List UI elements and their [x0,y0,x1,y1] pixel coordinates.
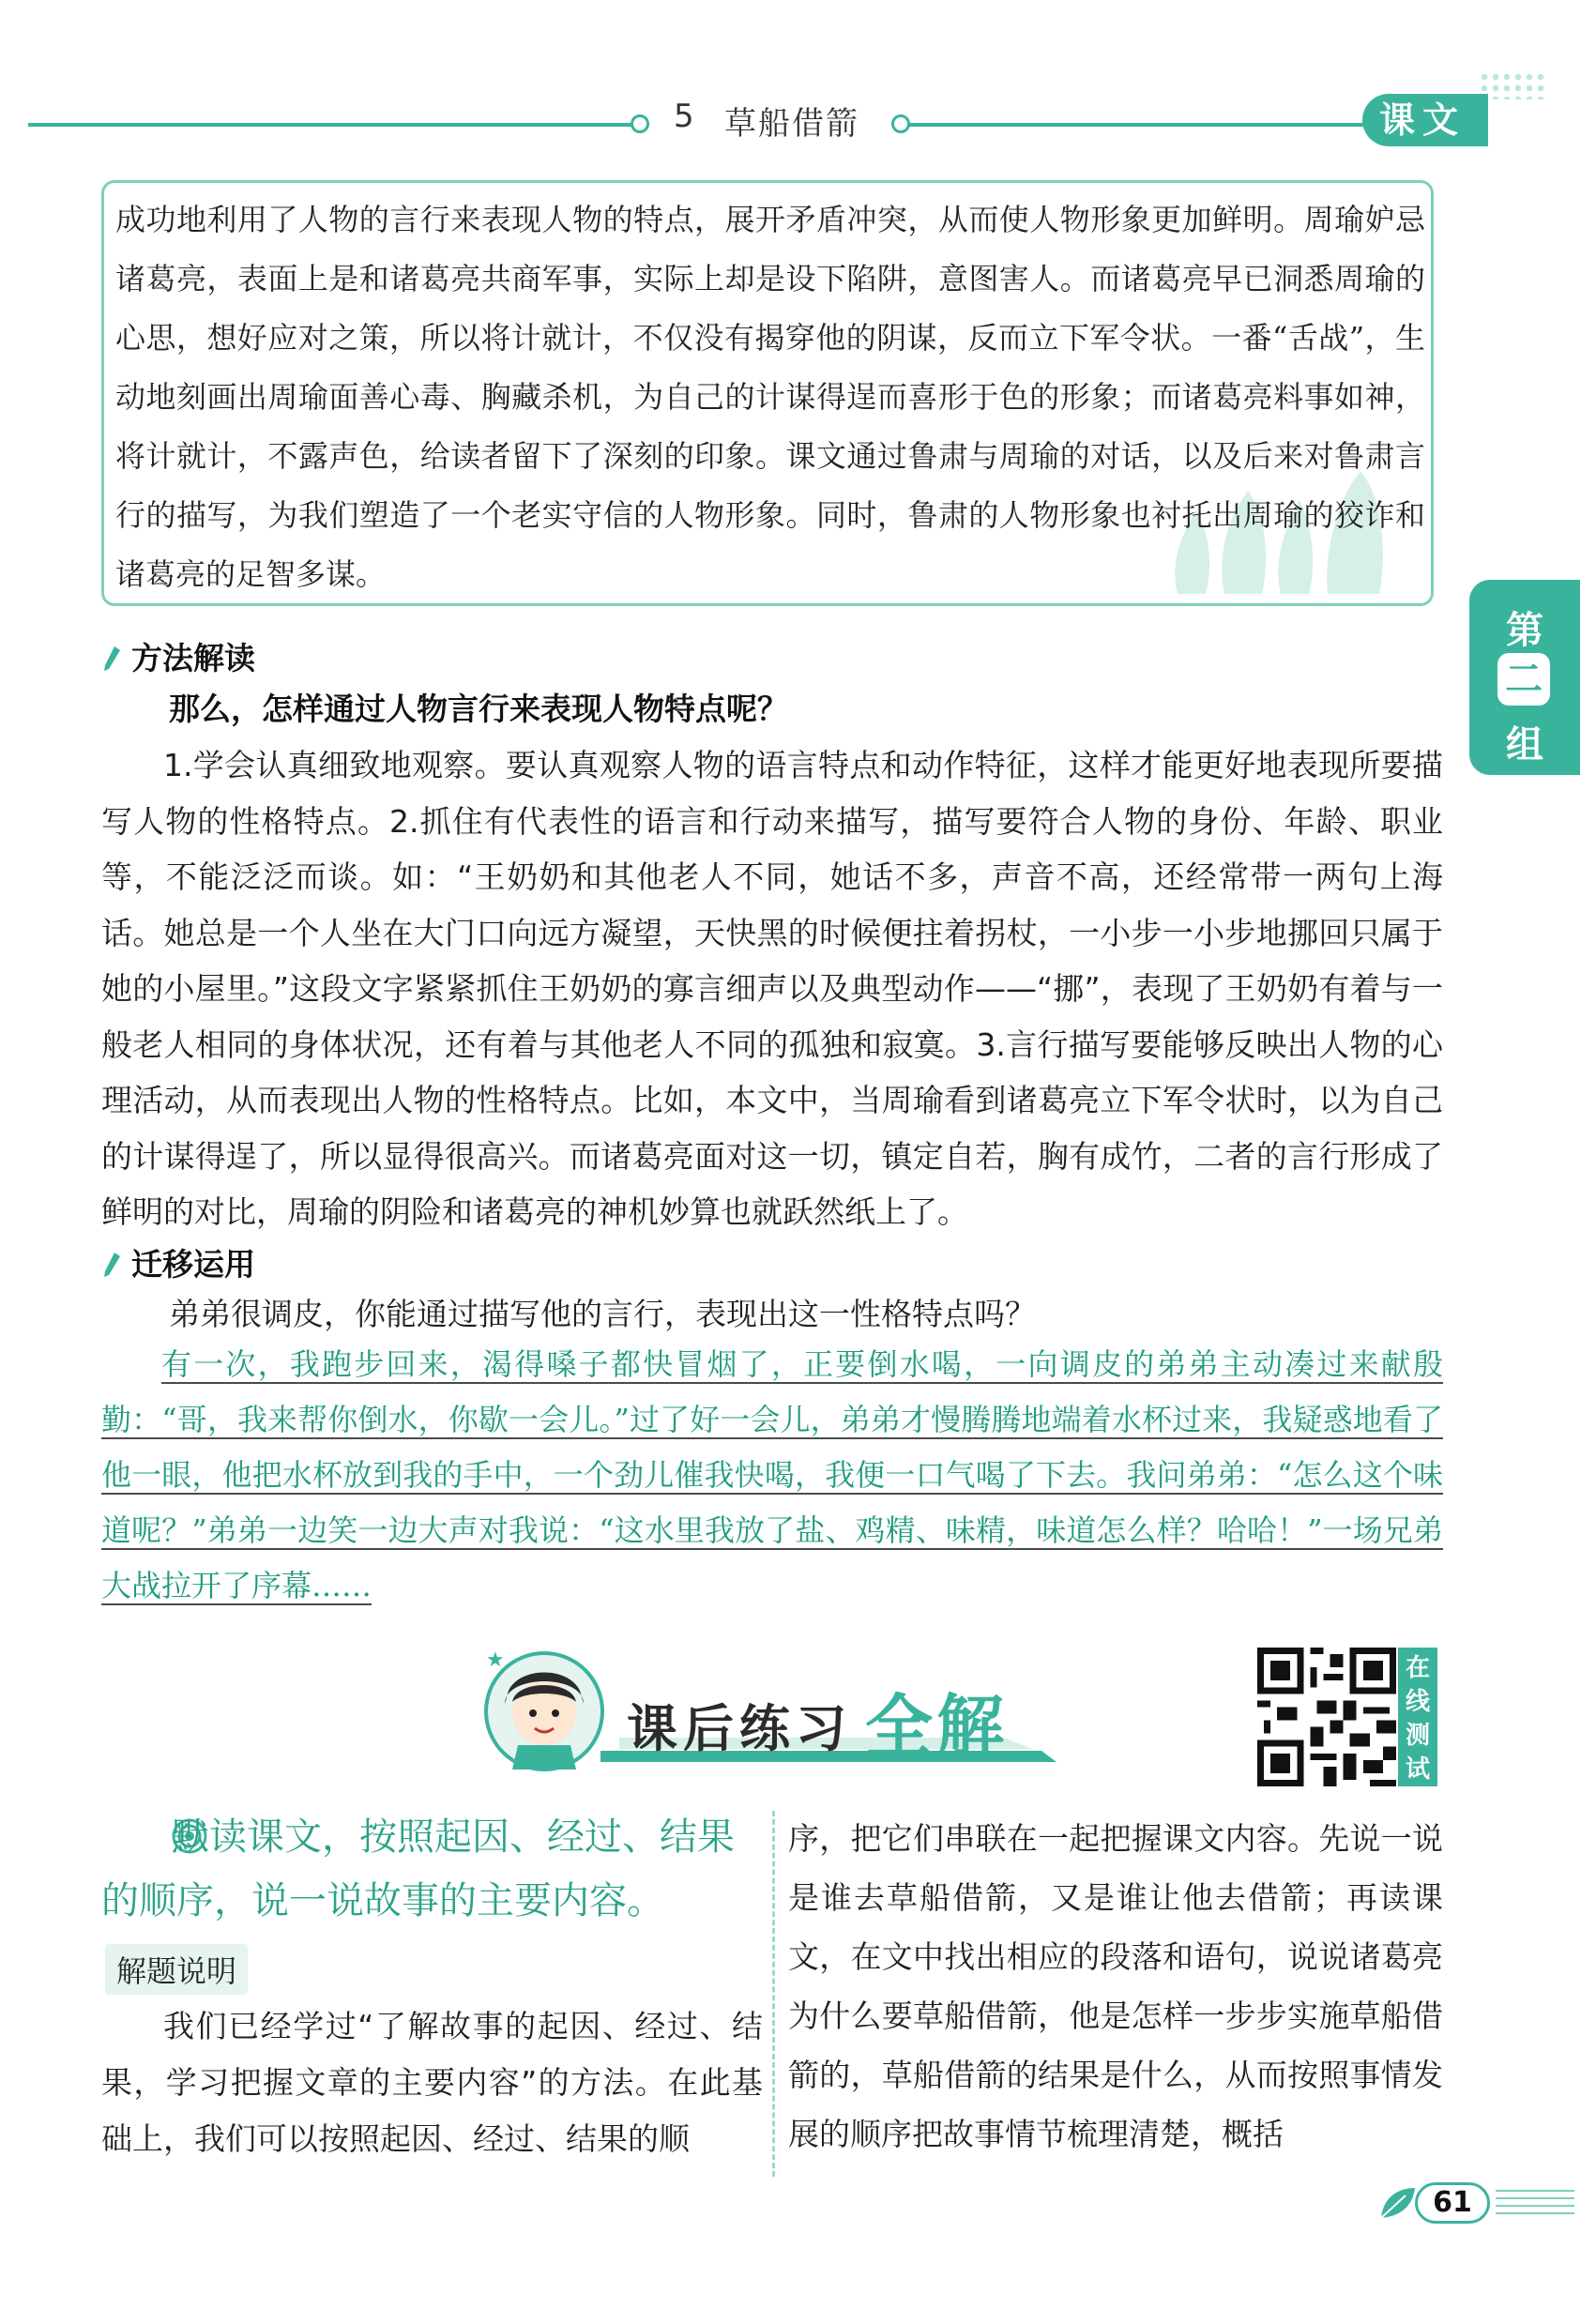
lesson-title: 草船借箭 [724,105,859,143]
side-tab-number: 二 [1497,653,1550,706]
side-tab-prefix: 第 [1506,609,1543,652]
leaf-icon [1377,2184,1419,2222]
header-rule-left [28,123,636,127]
svg-text:★: ★ [486,1648,505,1672]
method-heading-text: 方法解读 [131,640,255,676]
method-body: 1.学会认真细致地观察。要认真观察人物的语言特点和动作特征，这样才能更好地表现所要描写人物的性格特点。2.抓住有代表性的语言和行动来描写，描写要符合人物的身份、年龄、职业等，不能泛泛而谈。如：“王奶奶和其他老人不同，她话不多，声音不高，还经常带一两句上海话。她总是一个人坐在大门口向远方凝望，天快黑的时候便拄着拐杖，一小步一小步地挪回只属于她的小屋里。”这段文字紧紧抓住王奶奶的寡言细声以及典型动作——“挪”，表现了王奶奶有着与一般老人相同的身体状况，还有着与其他老人不同的孤独和寂寞。3.言行描写要能够反映出人物的心理活动，从而表现出人物的性格特点。比如，本文中，当周瑜看到诸葛亮立下军令状时，以为自己的计谋得逞了，所以显得很高兴。而诸葛亮面对这一切，镇定自若，胸有成竹，二者的言行形成了鲜明的对比，周瑜的阴险和诸葛亮的神机妙算也就跃然纸上了。 [101,747,1443,1230]
header-dot-right [891,114,910,133]
analysis-text: 成功地利用了人物的言行来表现人物的特点，展开矛盾冲突，从而使人物形象更加鲜明。周瑜妒忌诸葛亮，表面上是和诸葛亮共商军事，实际上却是设下陷阱，意图害人。而诸葛亮早已洞悉周瑜的心思，想好应对之策，所以将计就计，不仅没有揭穿他的阴谋，反而立下军令状。一番“舌战”，生动地刻画出周瑜面善心毒、胸藏杀机，为自己的计谋得逞而喜形于色的形象；而诸葛亮料事如神，将计就计，不露声色，给读者留下了深刻的印象。课文通过鲁肃与周瑜的对话，以及后来对鲁肃言行的描写，为我们塑造了一个老实守信的人物形象。同时，鲁肃的人物形象也衬托出周瑜的狡诈和诸葛亮的足智多谋。 [115,202,1425,592]
method-heading [101,634,255,678]
transfer-answer [101,1337,1443,1614]
transfer-prompt: 弟弟很调皮，你能通过描写他的言行，表现出这一性格特点吗？ [169,1296,1036,1332]
transfer-answer-text: 有一次，我跑步回来，渴得嗓子都快冒烟了，正要倒水喝，一向调皮的弟弟主动凑过来献殷勤：“哥，我来帮你倒水，你歇一会儿。”过了好一会儿，弟弟才慢腾腾地端着水杯过来，我疑惑地看了他一眼，他把水杯放到我的手中，一个劲儿催我快喝，我便一口气喝了下去。我问弟弟：“怎么这个味道呢？”弟弟一边笑一边大声对我说：“这水里我放了盐、鸡精、味精，味道怎么样？哈哈！”一场兄弟大战拉开了序幕…… [101,1346,1443,1607]
banner-text-accent: 全解 [865,1687,1009,1766]
column-divider [772,1811,775,2177]
section-tag: 课文 [1362,94,1488,146]
pen-icon [101,1251,122,1279]
explain-label: 解题说明 [105,1944,248,1995]
exercise-explanation-left: 我们已经学过“了解故事的起因、经过、结果，学习把握文章的主要内容”的方法。在此基础上，我们可以按照起因、经过、结果的顺 [101,2008,763,2157]
transfer-heading [101,1240,255,1284]
header-dot-left [631,114,649,133]
transfer-heading-text: 迁移运用 [131,1246,255,1283]
analysis-box [101,180,1434,606]
pen-icon [101,645,122,673]
qr-code-icon[interactable] [1257,1648,1396,1786]
exercise-title: 默读课文，按照起因、经过、结果的顺序，说一说故事的主要内容。 [101,1815,735,1922]
method-question: 那么，怎样通过人物言行来表现人物特点呢？ [169,691,788,727]
lesson-number: 5 [674,98,694,135]
header-rule-right [908,123,1364,127]
header-dots-decoration [1479,71,1544,99]
banner-text-plain: 课后练习 [627,1699,852,1758]
unit-side-tab [1469,580,1580,775]
exercise-explanation-right: 序，把它们串联在一起把握课文内容。先说一说是谁去草船借箭，又是谁让他去借箭；再读课文，在文中找出相应的段落和语句，说说诸葛亮为什么要草船借箭，他是怎样一步步实施草船借箭的，草船借箭的结果是什么，从而按照事情发展的顺序把故事情节梳理清楚，概括 [788,1820,1443,2152]
side-tab-suffix: 组 [1506,723,1543,767]
online-test-tag[interactable]: 在线测试 [1398,1648,1437,1786]
page-number: 61 [1415,2182,1490,2224]
footer-lines-decoration [1496,2190,1574,2220]
